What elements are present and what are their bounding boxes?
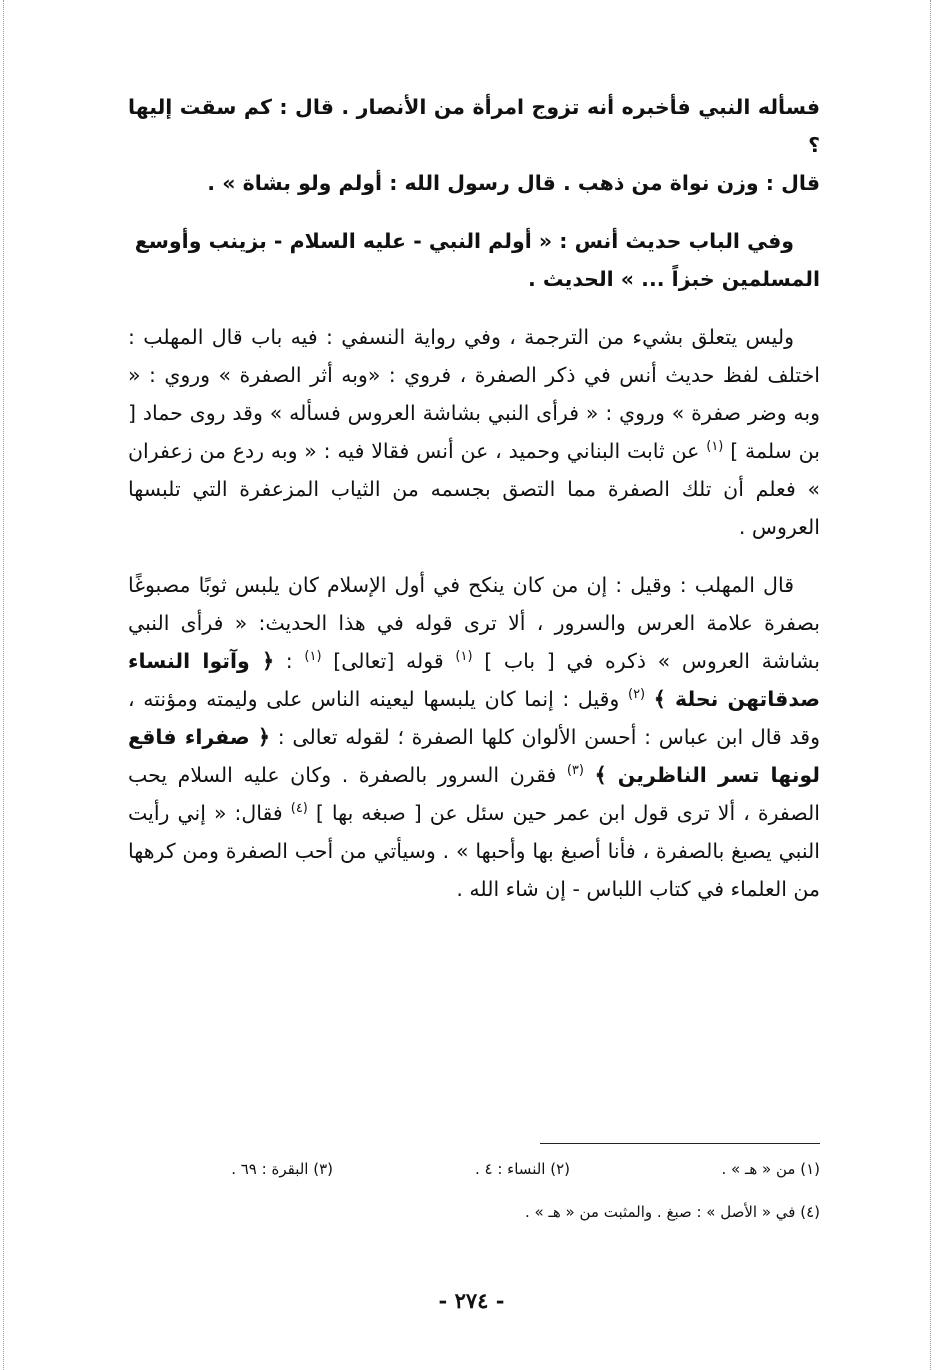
quran-quote: ﴿ صفراء فاقع لونها تسر الناظرين ﴾ <box>128 725 820 787</box>
text-run: : <box>285 649 293 673</box>
footnote-ref: (١) <box>304 649 322 665</box>
paragraph-anas-hadith <box>128 222 820 298</box>
scan-edge-right <box>930 0 931 1370</box>
text-run: عن ثابت البناني وحميد ، عن أنس فقالا فيه : « وبه ردع من زعفران » فعلم أن تلك الصفرة مما التصق بجسمه من الثياب المزعفرة التي تلبسها العروس . <box>128 439 820 539</box>
paragraph-muhallab-commentary <box>128 318 820 546</box>
text-run: وقيل : إنما كان يلبسها ليعينه الناس على وليمته ومؤنته ، وقد قال ابن عباس : أحسن الألوان كلها الصفرة ؛ لقوله تعالى : <box>128 687 820 749</box>
footnote-separator <box>540 1143 820 1144</box>
footnote-1: (١) من « هـ » . <box>721 1160 820 1178</box>
text-run: فقال: « إني رأيت النبي يصبغ بالصفرة ، فأنا أصبغ بها وأحبها » . وسيأتي من أحب الصفرة ومن كرهها من العلماء في كتاب اللباس - إن شاء الله . <box>128 801 820 901</box>
text-run: فقرن السرور بالصفرة . وكان عليه السلام يحب الصفرة ، ألا ترى قول ابن عمر حين سئل عن [ صبغه بها ] <box>128 763 820 825</box>
paragraph-line: فسأله النبي فأخبره أنه تزوج امرأة من الأنصار . قال : كم سقت إليها ؟ <box>128 95 820 157</box>
footnote-ref: (٣) <box>566 763 584 779</box>
footnote-ref: (١) <box>455 649 473 665</box>
footnote-ref: (٢) <box>627 687 646 703</box>
page-number: - ٢٧٤ - <box>438 1288 505 1313</box>
text-run: قال المهلب : وقيل : إن من كان ينكح في أول الإسلام كان يلبس ثوبًا مصبوغًا بصفرة علامة العرس والسرور ، ألا ترى قوله في هذا الحديث: « فرأى النبي بشاشة العروس » ذكره في [ باب ] <box>128 573 820 673</box>
footnote-2: (٢) النساء : ٤ . <box>474 1160 570 1178</box>
text-run: وليس يتعلق بشيء من الترجمة ، وفي رواية النسفي : فيه باب قال المهلب : اختلف لفظ حديث أنس في ذكر الصفرة ، فروي : «وبه أثر الصفرة » وروي : « وبه وضر صفرة » وروي : « فرأى النبي بشاشة العروس فسأله » وقد روى حماد [ بن سلمة ] <box>128 325 820 463</box>
text-run: قوله [تعالى] <box>333 649 444 673</box>
footnote-ref: (١) <box>706 439 724 455</box>
paragraph-yellow-dye <box>128 566 820 908</box>
page-body <box>128 88 820 908</box>
footnote-3: (٣) البقرة : ٦٩ . <box>231 1160 333 1178</box>
paragraph-hadith-ending <box>128 88 820 202</box>
scan-edge-left <box>3 0 4 1370</box>
paragraph-line: المسلمين خبزاً ... » الحديث . <box>528 267 820 291</box>
footnote-4: (٤) في « الأصل » : صبغ . والمثبت من « هـ » . <box>525 1203 820 1221</box>
paragraph-line: قال : وزن نواة من ذهب . قال رسول الله : أولم ولو بشاة » . <box>207 171 820 195</box>
paragraph-line: وفي الباب حديث أنس : « أولم النبي - عليه السلام - بزينب وأوسع <box>134 229 794 253</box>
quran-quote: ﴿ وآتوا النساء صدقاتهن نحلة ﴾ <box>128 649 820 711</box>
footnote-ref: (٤) <box>290 801 308 817</box>
